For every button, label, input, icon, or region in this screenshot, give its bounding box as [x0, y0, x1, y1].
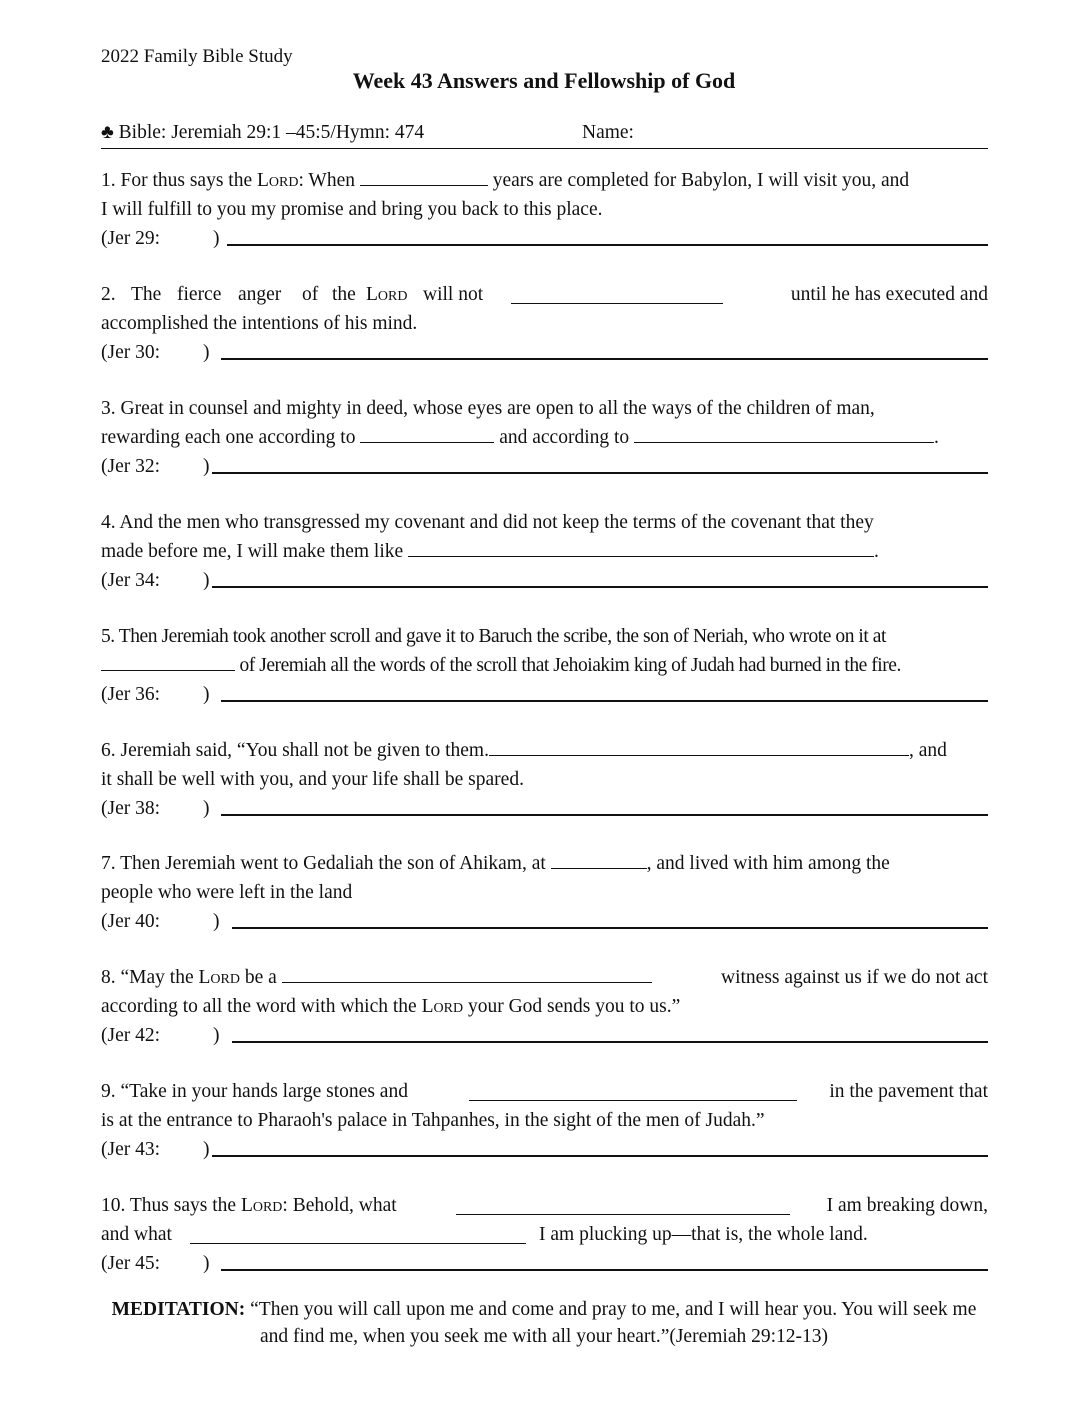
reference-line: (Jer 45: )	[101, 1249, 988, 1278]
lord-text: Lord	[257, 170, 299, 191]
reference-line: (Jer 43: )	[101, 1135, 988, 1164]
question-4	[101, 508, 988, 595]
study-label: 2022 Family Bible Study	[101, 46, 293, 67]
reference-answer-line[interactable]	[232, 927, 988, 929]
reference-answer-line[interactable]	[212, 586, 988, 588]
reference-answer-line[interactable]	[221, 700, 988, 702]
question-5-line-1: 5. Then Jeremiah took another scroll and gave it to Baruch the scribe, the son of Neriah, who wrote on it at	[101, 626, 886, 647]
question-1-line-2: I will fulfill to you my promise and bring you back to this place.	[101, 199, 603, 220]
answer-blank[interactable]	[489, 737, 909, 756]
answer-blank[interactable]	[469, 1082, 797, 1101]
name-label: Name:	[582, 122, 634, 143]
question-10	[101, 1191, 988, 1278]
reference-answer-line[interactable]	[212, 472, 988, 474]
reference-line: (Jer 34: )	[101, 566, 988, 595]
answer-blank[interactable]	[101, 652, 235, 671]
question-5	[101, 622, 988, 709]
question-10-line-1: 10. Thus says the Lord: Behold, what I am breaking down,	[101, 1195, 988, 1216]
question-5-line-2: of Jeremiah all the words of the scroll that Jehoiakim king of Judah had burned in the fire.	[101, 651, 988, 680]
question-3	[101, 394, 988, 481]
reference-line: (Jer 42: )	[101, 1021, 988, 1050]
question-9	[101, 1077, 988, 1164]
answer-blank-2[interactable]	[190, 1225, 526, 1244]
answer-blank[interactable]	[408, 538, 874, 557]
reference-answer-line[interactable]	[227, 244, 988, 246]
question-10-line-2: and what I am plucking up—that is, the whole land.	[101, 1224, 868, 1245]
question-2-line-2: accomplished the intentions of his mind.	[101, 313, 418, 334]
question-2-line-1: 2. The fierce anger of the Lord will not until he has executed and	[101, 280, 988, 309]
question-8-line-2: according to all the word with which the Lord your God sends you to us.”	[101, 996, 681, 1017]
question-9-line-2: is at the entrance to Pharaoh's palace in Tahpanhes, in the sight of the men of Judah.”	[101, 1110, 765, 1131]
reference-line: (Jer 40: )	[101, 907, 988, 936]
question-6-line-1: 6. Jeremiah said, “You shall not be given to them. , and	[101, 736, 988, 765]
question-7-line-2: people who were left in the land	[101, 882, 353, 903]
reference-answer-line[interactable]	[232, 1041, 988, 1043]
reference-line: (Jer 38: )	[101, 794, 988, 823]
question-6-line-2: it shall be well with you, and your life shall be spared.	[101, 769, 524, 790]
meditation-label: MEDITATION:	[111, 1299, 246, 1320]
question-2	[101, 280, 988, 367]
meditation-text: “Then you will call upon me and come and pray to me, and I will hear you. You will seek me and find me, when you seek me with all your heart.”(Jeremiah 29:12-13)	[245, 1299, 977, 1347]
lord-text: Lord	[421, 996, 464, 1017]
question-8-line-1: 8. “May the Lord be a witness against us if we do not act	[101, 963, 988, 992]
answer-blank[interactable]	[551, 850, 647, 869]
question-1	[101, 166, 988, 253]
question-7-line-1: 7. Then Jeremiah went to Gedaliah the son of Ahikam, at , and lived with him among the	[101, 849, 988, 878]
reference-line: (Jer 32: )	[101, 452, 988, 481]
info-line	[101, 120, 988, 149]
answer-blank-1[interactable]	[360, 424, 494, 443]
question-1-line-1: 1. For thus says the Lord: When years are completed for Babylon, I will visit you, and	[101, 166, 988, 195]
question-8	[101, 963, 988, 1050]
question-4-line-1: 4. And the men who transgressed my covenant and did not keep the terms of the covenant that they	[101, 512, 874, 533]
question-7	[101, 849, 988, 936]
answer-blank[interactable]	[511, 285, 723, 304]
lord-text: Lord	[240, 1195, 283, 1216]
bible-reading: ♣ Bible: Jeremiah 29:1 –45:5/Hymn: 474	[101, 122, 425, 143]
answer-blank-1[interactable]	[456, 1196, 790, 1215]
answer-blank-2[interactable]	[634, 424, 934, 443]
reference-line: (Jer 36: )	[101, 680, 988, 709]
reference-answer-line[interactable]	[221, 358, 988, 360]
answer-blank[interactable]	[360, 167, 488, 186]
question-9-line-1: 9. “Take in your hands large stones and in the pavement that	[101, 1081, 988, 1102]
reference-line: (Jer 30: )	[101, 338, 988, 367]
lord-text: Lord	[366, 284, 408, 305]
reference-answer-line[interactable]	[221, 814, 988, 816]
question-3-line-1: 3. Great in counsel and mighty in deed, whose eyes are open to all the ways of the children of man,	[101, 398, 875, 419]
page-title: Week 43 Answers and Fellowship of God	[352, 68, 736, 93]
answer-blank[interactable]	[282, 964, 652, 983]
question-6	[101, 736, 988, 823]
lord-text: Lord	[198, 967, 240, 988]
reference-answer-line[interactable]	[212, 1155, 988, 1157]
reference-answer-line[interactable]	[221, 1269, 988, 1271]
reference-line: (Jer 29: )	[101, 224, 988, 253]
question-3-line-2: rewarding each one according to and according to .	[101, 423, 988, 452]
question-4-line-2: made before me, I will make them like .	[101, 537, 988, 566]
meditation	[100, 1296, 988, 1350]
